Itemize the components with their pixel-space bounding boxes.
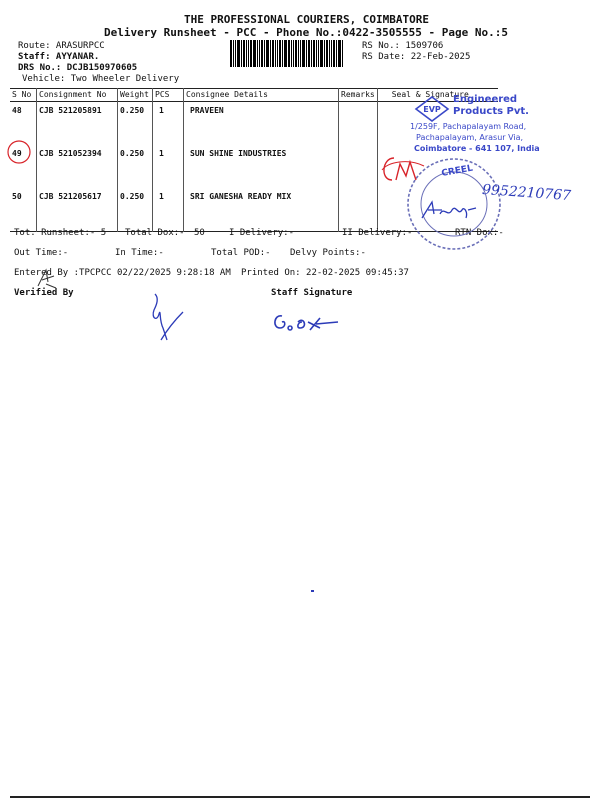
header-consignee: Consignee Details bbox=[184, 89, 339, 102]
cell-sno: 49 bbox=[12, 149, 22, 158]
barcode-bar bbox=[257, 40, 258, 67]
barcode-bar bbox=[272, 40, 274, 67]
barcode-bar bbox=[320, 40, 323, 67]
handwritten-initial bbox=[34, 266, 60, 292]
barcode-bar bbox=[266, 40, 269, 67]
company-title: THE PROFESSIONAL COURIERS, COIMBATORE bbox=[184, 13, 430, 26]
cell-pcs: 1 bbox=[153, 102, 184, 146]
delvy-points: Delvy Points:- bbox=[290, 248, 366, 258]
barcode-bar bbox=[261, 40, 263, 67]
barcode-bar bbox=[237, 40, 240, 67]
barcode-bar bbox=[243, 40, 245, 67]
ii-delivery: II Delivery:- bbox=[342, 228, 413, 238]
i-delivery: I Delivery:- bbox=[229, 228, 295, 238]
barcode-bar bbox=[329, 40, 330, 67]
header-sno: S No bbox=[12, 90, 32, 99]
rtn-dox: RTN Dox:- bbox=[455, 228, 504, 238]
route-label: Route: ARASURPCC bbox=[18, 41, 105, 51]
svg-text:CREEL: CREEL bbox=[440, 163, 474, 179]
barcode-bar bbox=[331, 40, 332, 67]
cell-consignment: CJB 521205891 bbox=[37, 102, 118, 146]
barcode-bar bbox=[326, 40, 328, 67]
in-time: In Time:- bbox=[115, 248, 164, 258]
drs-number: DRS No.: DCJB150970605 bbox=[18, 63, 138, 73]
evp-logo-icon bbox=[414, 96, 450, 122]
barcode-bar bbox=[342, 40, 343, 67]
barcode-bar bbox=[233, 40, 234, 67]
svg-text:EVP: EVP bbox=[423, 105, 441, 114]
runsheet-subtitle: Delivery Runsheet - PCC - Phone No.:0422-3505555 - Page No.:5 bbox=[104, 26, 508, 39]
rs-number: RS No.: 1509706 bbox=[362, 41, 444, 51]
barcode-bar bbox=[308, 40, 310, 67]
total-pod: Total POD:- bbox=[211, 248, 271, 258]
barcode-bar bbox=[300, 40, 301, 67]
out-time: Out Time:- bbox=[14, 248, 69, 258]
cell-sno: 48 bbox=[12, 106, 22, 115]
cell-remarks bbox=[339, 188, 378, 232]
barcode-bar bbox=[338, 40, 341, 67]
cell-consignee: SRI GANESHA READY MIX bbox=[184, 188, 339, 232]
verifier-signature bbox=[145, 290, 190, 345]
cell-pcs: 1 bbox=[153, 145, 184, 188]
barcode-bar bbox=[302, 40, 305, 67]
barcode-bar bbox=[324, 40, 325, 67]
barcode-bar bbox=[264, 40, 265, 67]
tot-runsheet: Tot. Runsheet:- 5 bbox=[14, 228, 107, 238]
barcode-bar bbox=[277, 40, 278, 67]
vehicle-label: Vehicle: Two Wheeler Delivery bbox=[22, 74, 180, 84]
barcode-bar bbox=[306, 40, 307, 67]
barcode-bar bbox=[333, 40, 335, 67]
barcode-bar bbox=[253, 40, 256, 67]
barcode-bar bbox=[311, 40, 312, 67]
verified-by: Verified By bbox=[14, 288, 74, 298]
handwritten-phone: 9952210767 bbox=[481, 181, 572, 205]
barcode-bar bbox=[259, 40, 260, 67]
stamp-company-line2: Products Pvt. bbox=[453, 106, 529, 117]
barcode bbox=[230, 40, 358, 67]
staff-signature-label: Staff Signature bbox=[271, 288, 353, 298]
cell-pcs: 1 bbox=[153, 188, 184, 232]
barcode-bar bbox=[275, 40, 276, 67]
stamp-address2: Pachapalayam, Arasur Via, bbox=[416, 133, 524, 142]
barcode-bar bbox=[246, 40, 247, 67]
red-initials-mark bbox=[378, 154, 426, 186]
receiver-signature bbox=[418, 196, 478, 224]
staff-signature bbox=[268, 308, 348, 338]
header-pcs: PCS bbox=[153, 89, 184, 102]
barcode-bar bbox=[270, 40, 271, 67]
stamp-company-line1: Engineered bbox=[453, 94, 518, 105]
cell-weight: 0.250 bbox=[118, 188, 153, 232]
seal-stamp-area bbox=[378, 90, 593, 260]
stamp-address3: Coimbatore - 641 107, India bbox=[414, 144, 540, 153]
barcode-bar bbox=[291, 40, 292, 67]
cell-consignee: SUN SHINE INDUSTRIES bbox=[184, 145, 339, 188]
header-remarks: Remarks bbox=[339, 89, 378, 102]
stamp-address1: 1/259F, Pachapalayam Road, bbox=[410, 122, 527, 131]
barcode-bar bbox=[293, 40, 294, 67]
cell-weight: 0.250 bbox=[118, 102, 153, 146]
barcode-bar bbox=[336, 40, 337, 67]
page-bottom-edge bbox=[10, 796, 590, 798]
barcode-bar bbox=[316, 40, 317, 67]
barcode-bar bbox=[295, 40, 297, 67]
total-dox-value: 50 bbox=[194, 228, 205, 238]
cell-consignee: PRAVEEN bbox=[184, 102, 339, 146]
cell-sno: 50 bbox=[12, 192, 22, 201]
staff-label: Staff: AYYANAR. bbox=[18, 52, 100, 62]
barcode-bar bbox=[288, 40, 290, 67]
barcode-bar bbox=[282, 40, 283, 67]
total-dox-label: Total Dox:- bbox=[125, 228, 185, 238]
entered-by: Entered By :TPCPCC 02/22/2025 9:28:18 AM bbox=[14, 268, 231, 278]
barcode-bar bbox=[313, 40, 315, 67]
barcode-bar bbox=[241, 40, 242, 67]
printed-on: Printed On: 22-02-2025 09:45:37 bbox=[241, 268, 409, 278]
header-seal: Seal & Signature bbox=[377, 89, 498, 102]
cell-weight: 0.250 bbox=[118, 145, 153, 188]
barcode-bar bbox=[235, 40, 236, 67]
barcode-bar bbox=[250, 40, 252, 67]
barcode-bar bbox=[248, 40, 249, 67]
cell-remarks bbox=[339, 102, 378, 146]
barcode-bar bbox=[298, 40, 299, 67]
cell-remarks bbox=[339, 145, 378, 188]
cell-consignment: CJB 521052394 bbox=[37, 145, 118, 188]
header-consignment: Consignment No bbox=[37, 89, 118, 102]
barcode-bar bbox=[279, 40, 281, 67]
rs-date: RS Date: 22-Feb-2025 bbox=[362, 52, 471, 62]
barcode-bar bbox=[318, 40, 319, 67]
barcode-bar bbox=[284, 40, 287, 67]
barcode-bar bbox=[230, 40, 232, 67]
cell-consignment: CJB 521205617 bbox=[37, 188, 118, 232]
red-circle-mark bbox=[5, 138, 35, 166]
stray-dot bbox=[311, 590, 314, 592]
header-weight: Weight bbox=[118, 89, 153, 102]
